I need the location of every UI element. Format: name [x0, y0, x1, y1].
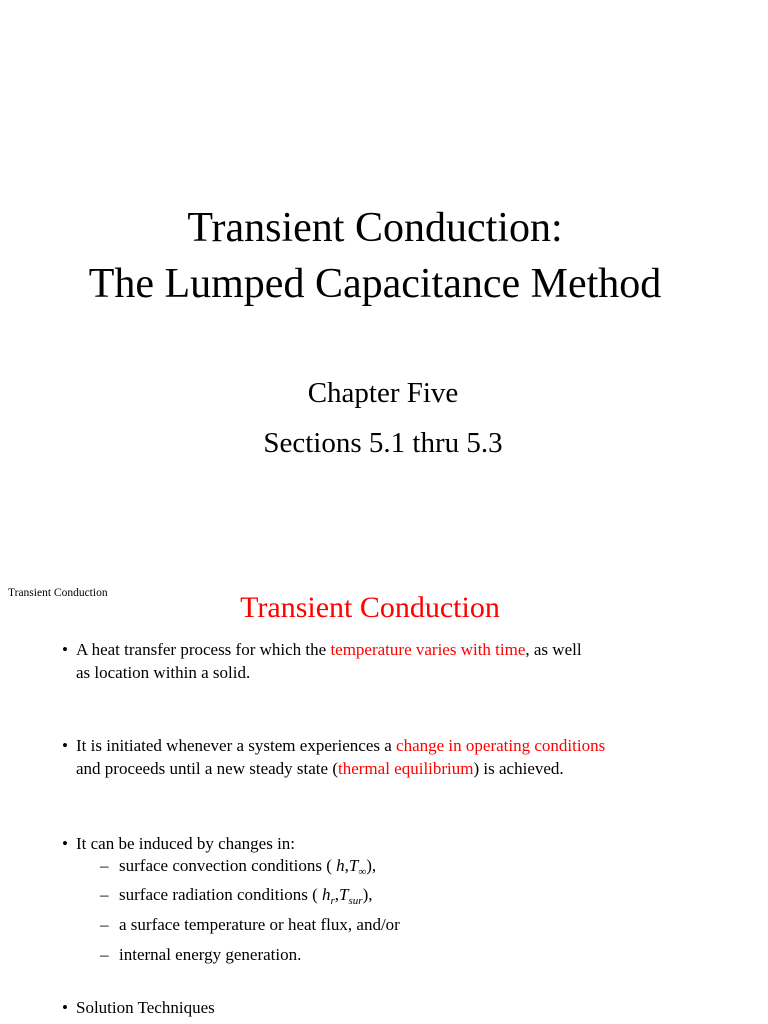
- bullet-1: [62, 638, 582, 661]
- bullet-1-highlight: temperature varies with time: [330, 640, 526, 659]
- dash-marker: –: [100, 856, 109, 875]
- slide-title-line-2: The Lumped Capacitance Method: [88, 261, 662, 307]
- symbol-T-subscript: ∞: [358, 866, 367, 878]
- bullet-marker: •: [62, 998, 68, 1017]
- bullet-marker: •: [62, 736, 68, 755]
- bullet-1-line-2: as location within a solid.: [76, 663, 251, 682]
- sub-item-convection: [100, 854, 376, 884]
- bullet-3: [62, 832, 295, 855]
- bullet-4: [62, 996, 215, 1019]
- chapter-label: Chapter Five: [307, 377, 459, 409]
- sections-label: Sections 5.1 thru 5.3: [263, 427, 503, 459]
- bullet-2-line-2-pre: and proceeds until a new steady state (: [76, 759, 338, 778]
- sub-item-surface-temperature: [100, 913, 400, 936]
- bullet-2-line-2-highlight: thermal equilibrium: [338, 759, 474, 778]
- dash-marker: –: [100, 885, 109, 904]
- sub-item-energy-generation: [100, 943, 301, 966]
- content-slide: [0, 576, 768, 1024]
- sub-item-radiation-text: surface radiation conditions (: [119, 885, 322, 904]
- sub-item-surface-temperature-text: a surface temperature or heat flux, and/or: [119, 915, 400, 934]
- sub-item-convection-post: ),: [366, 856, 377, 875]
- bullet-2-text-pre: It is initiated whenever a system experiences a: [76, 736, 397, 755]
- bullet-4-text: Solution Techniques: [76, 998, 215, 1017]
- sub-item-radiation: [100, 883, 372, 913]
- sub-item-radiation-post: ),: [362, 885, 373, 904]
- dash-marker: –: [100, 945, 109, 964]
- symbol-comma: ,: [344, 856, 349, 875]
- symbol-h: h: [322, 885, 331, 904]
- symbol-T: T: [348, 856, 359, 875]
- bullet-2-line-2: [76, 757, 564, 780]
- symbol-T-subscript: sur: [348, 895, 363, 907]
- sub-item-energy-generation-text: internal energy generation.: [119, 945, 302, 964]
- symbol-T: T: [339, 885, 349, 904]
- bullet-2-highlight: change in operating conditions: [396, 736, 606, 755]
- bullet-1-text-pre: A heat transfer process for which the: [76, 640, 331, 659]
- symbol-h: h: [336, 856, 345, 875]
- bullet-2: [62, 734, 605, 757]
- dash-marker: –: [100, 915, 109, 934]
- sub-item-convection-text: surface convection conditions (: [119, 856, 337, 875]
- slide-header-label: Transient Conduction: [8, 587, 108, 599]
- bullet-3-text: It can be induced by changes in:: [76, 834, 296, 853]
- bullet-marker: •: [62, 640, 68, 659]
- symbol-h-subscript: r: [330, 895, 335, 907]
- slide-title: Transient Conduction: [240, 591, 500, 624]
- symbol-comma: ,: [334, 885, 340, 904]
- slide-title-line-1: Transient Conduction:: [187, 205, 563, 251]
- bullet-marker: •: [62, 834, 68, 853]
- bullet-2-line-2-post: ) is achieved.: [473, 759, 564, 778]
- bullet-1-text-post: , as well: [525, 640, 582, 659]
